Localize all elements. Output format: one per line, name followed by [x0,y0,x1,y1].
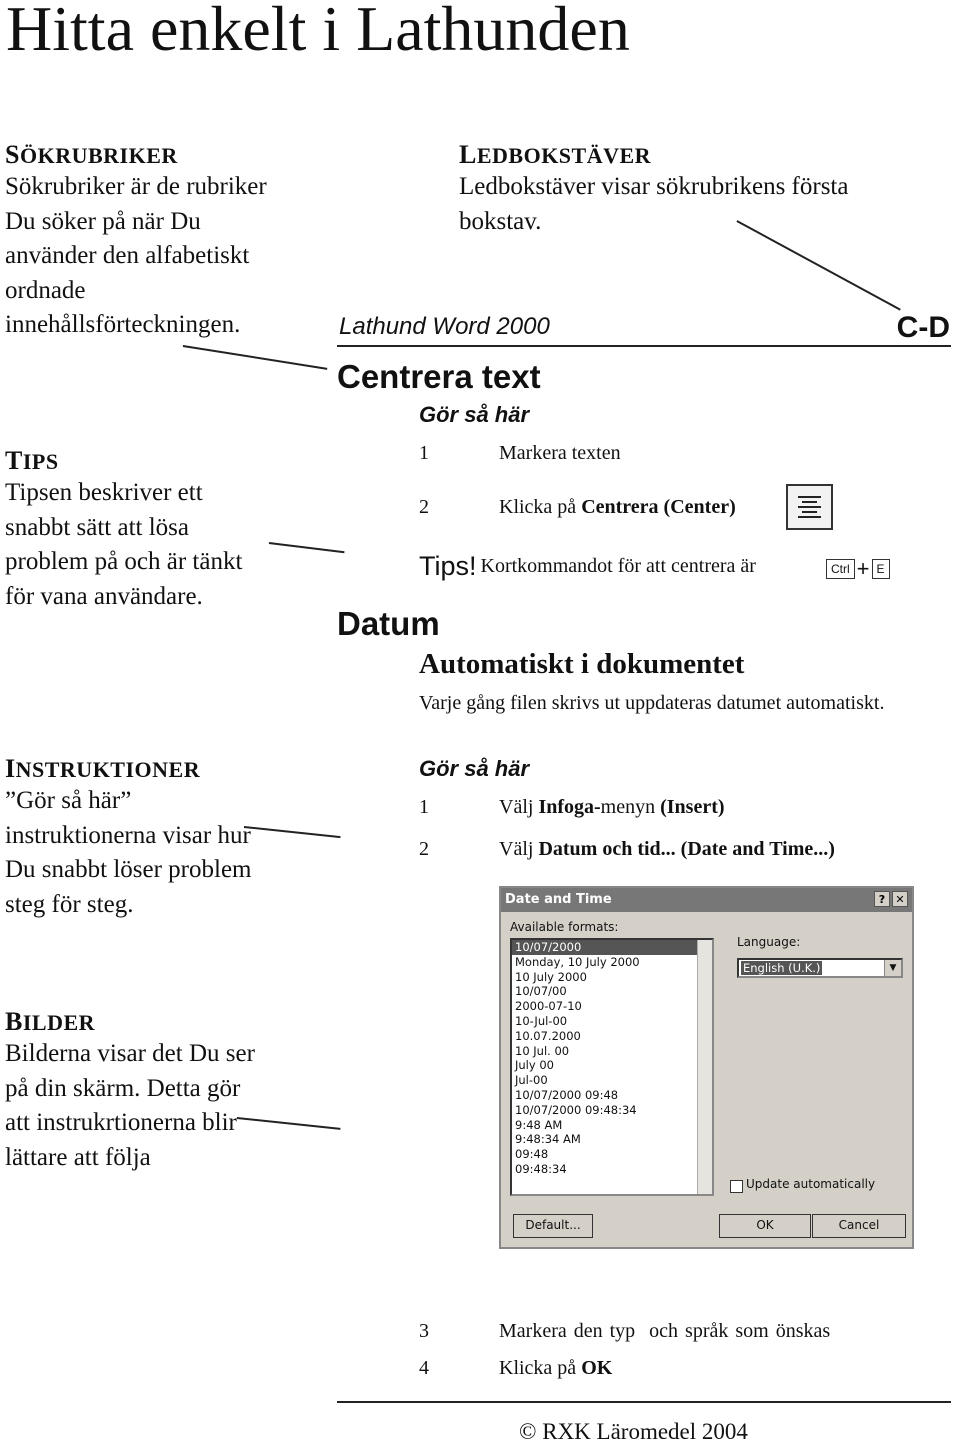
language-label: Language: [737,935,801,949]
sokrubriker-section [5,140,305,343]
lathund-code: C-D [896,311,950,344]
step-number: 1 [419,442,429,464]
step-number: 4 [419,1357,429,1379]
ctrl-key: Ctrl [826,559,855,579]
centrera-heading: Centrera text [337,358,541,395]
instruktioner-heading: INSTRUKTIONER [5,754,201,783]
ledbokstaver-section [459,140,929,239]
close-icon[interactable]: ✕ [892,891,908,907]
format-item[interactable]: Monday, 10 July 2000 [515,954,640,969]
step-number: 3 [419,1320,429,1342]
dialog-title: Date and Time [505,892,612,907]
pointer-line [183,345,327,369]
language-select[interactable] [737,958,903,978]
format-item[interactable]: 2000-07-10 [515,999,582,1014]
bilder-section [5,1007,305,1175]
step-number: 2 [419,496,429,518]
help-icon[interactable]: ? [874,891,890,907]
date-time-dialog [499,886,914,1249]
update-automatically-label: Update automatically [746,1177,876,1191]
sokrubriker-text: Sökrubriker är de rubriker Du söker på när Du använder den alfabetiskt ordnade innehållsförteckningen. [5,173,267,338]
lathund-title: Lathund Word 2000 [339,313,550,340]
format-item[interactable]: July 00 [515,1058,554,1073]
format-item[interactable]: 10 July 2000 [515,969,587,984]
list-scrollbar[interactable] [697,940,712,1194]
tips-text: Tipsen beskriver ett snabbt sätt att lösa problem på och är tänkt för vana användare. [5,479,243,610]
page-title: Hitta enkelt i Lathunden [6,0,630,64]
step-number: 1 [419,796,429,818]
instruktioner-section [5,754,305,922]
format-item[interactable]: 10 Jul. 00 [515,1043,570,1058]
dialog-titlebar [501,888,912,912]
header-divider [337,345,951,347]
format-item[interactable]: 10/07/2000 09:48 [515,1087,619,1102]
footer-divider [337,1401,951,1403]
ledbokstaver-heading: LEDBOKSTÄVER [459,140,652,169]
copyright-footer: © RXK Läromedel 2004 [519,1419,748,1444]
ledbokstaver-text: Ledbokstäver visar sökrubrikens första bokstav. [459,173,849,235]
update-automatically-checkbox[interactable] [730,1180,743,1193]
chevron-down-icon: ▼ [884,960,901,976]
centrera-gor-sa-har: Gör så här [419,402,530,427]
e-key: E [872,559,890,579]
datum-description: Varje gång filen skrivs ut uppdateras datumet automatiskt. [419,692,885,714]
tips-section [5,446,305,614]
shortcut-keys [826,556,890,582]
formats-label: Available formats: [510,920,619,934]
center-align-icon[interactable] [786,484,833,530]
bilder-heading: BILDER [5,1007,96,1036]
tips-text: Kortkommandot för att centrera är [480,555,756,577]
centrera-tips [419,551,756,582]
sokrubriker-heading: SÖKRUBRIKER [5,140,178,169]
format-item[interactable]: 10/07/2000 [512,940,712,955]
step-text: Klicka på OK [499,1357,613,1379]
step-text: Välj Datum och tid... (Date and Time...) [499,838,835,860]
ok-button[interactable]: OK [719,1214,811,1238]
step-text: Markera texten [499,442,621,464]
format-item[interactable]: 10/07/2000 09:48:34 [515,1102,637,1117]
default-button[interactable]: Default... [513,1214,593,1238]
plus-sign: + [856,556,870,581]
format-item[interactable]: 10.07.2000 [515,1028,581,1043]
format-item[interactable]: 10-Jul-00 [515,1013,568,1028]
datum-heading: Datum [337,605,440,642]
datum-gor-sa-har: Gör så här [419,756,530,781]
bilder-text: Bilderna visar det Du ser på din skärm. Detta gör att instrukrtionerna blir lättare att följa [5,1040,255,1171]
format-item[interactable]: 09:48 [515,1147,549,1162]
format-item[interactable]: 9:48 AM [515,1117,563,1132]
format-item[interactable]: 10/07/00 [515,984,567,999]
format-item[interactable]: 09:48:34 [515,1161,567,1176]
tips-label: Tips! [419,551,477,581]
formats-list[interactable] [510,938,714,1196]
instruktioner-text: ”Gör så här” instruktionerna visar hur Du snabbt löser problem steg för steg. [5,787,252,918]
tips-heading: TIPS [5,446,59,475]
step-text: Markera den typ och språk som önskas [499,1320,831,1342]
step-number: 2 [419,838,429,860]
format-item[interactable]: Jul-00 [515,1073,548,1088]
step-text: Välj Infoga-menyn (Insert) [499,796,725,818]
datum-subheading: Automatiskt i dokumentet [419,648,745,680]
step-text: Klicka på Centrera (Center) [499,496,736,518]
format-item[interactable]: 9:48:34 AM [515,1132,581,1147]
cancel-button[interactable]: Cancel [812,1214,906,1238]
center-align-icon [788,486,831,528]
language-value: English (U.K.) [743,961,821,975]
